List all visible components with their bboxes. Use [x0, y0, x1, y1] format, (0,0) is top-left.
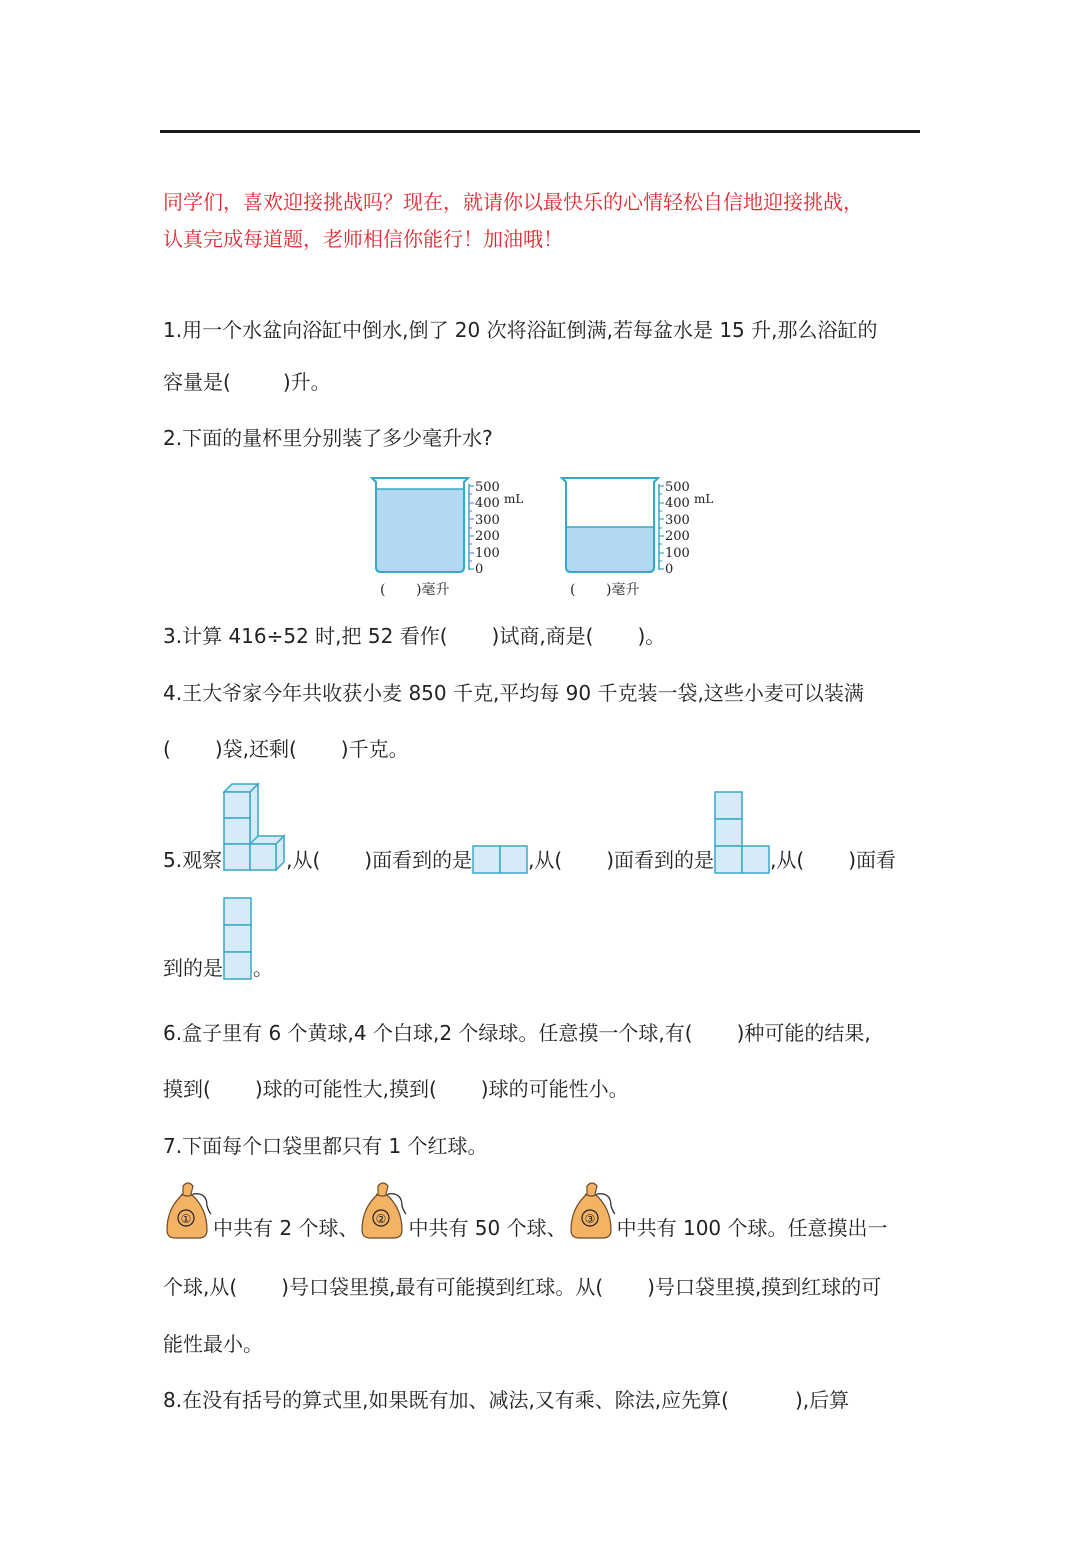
view-column-icon [223, 896, 253, 982]
svg-text:400: 400 [665, 496, 690, 511]
q6-text-d: )球的可能性大,摸到( [254, 1077, 437, 1101]
svg-text:100: 100 [475, 546, 500, 561]
q4-text-a: ( [163, 737, 171, 761]
q5-text-g: )面看 [848, 848, 897, 872]
intro-line-2: 认真完成每道题，老师相信你能行！加油哦！ [163, 227, 563, 251]
q1-text-b: )升。 [282, 370, 331, 394]
q7-bag-1-text: 中共有 2 个球、 [213, 1216, 359, 1240]
svg-text:200: 200 [665, 529, 690, 544]
header-rule [160, 130, 920, 133]
q5-text-d: ,从( [528, 848, 563, 872]
measuring-cups-figure [368, 470, 728, 600]
q6-line-1 [163, 1019, 871, 1047]
svg-text:500: 500 [475, 480, 500, 495]
bag-1-icon [163, 1178, 213, 1242]
svg-text:400: 400 [475, 496, 500, 511]
q5-line-2 [163, 896, 273, 982]
q7-line-bags [163, 1178, 888, 1242]
svg-text:300: 300 [475, 513, 500, 528]
q7-text-b: )号口袋里摸,最有可能摸到红球。从( [281, 1275, 604, 1299]
view-two-squares-icon [472, 844, 528, 874]
q3-line [163, 622, 665, 650]
q2-text: 2.下面的量杯里分别装了多少毫升水? [163, 426, 493, 450]
q5-text-f: ,从( [770, 848, 805, 872]
q5-line-1 [163, 780, 896, 874]
q5-text-i: 。 [253, 956, 273, 980]
q3-text-b: )试商,商是( [491, 624, 594, 648]
svg-text:)毫升: )毫升 [416, 582, 450, 598]
q4-text-b: )袋,还剩( [214, 737, 297, 761]
svg-text:①: ① [180, 1212, 192, 1226]
q7-bag-2-text: 中共有 50 个球、 [408, 1216, 567, 1240]
svg-text:mL: mL [694, 492, 714, 506]
q6-text-a: 6.盒子里有 6 个黄球,4 个白球,2 个绿球。任意摸一个球,有( [163, 1021, 693, 1045]
svg-text:300: 300 [665, 513, 690, 528]
svg-text:100: 100 [665, 546, 690, 561]
intro-text [163, 184, 933, 258]
q4-text-c: )千克。 [340, 737, 409, 761]
q1-line-1: 1.用一个水盆向浴缸中倒水,倒了 20 次将浴缸倒满,若每盆水是 15 升,那么浴缸的 [163, 318, 878, 342]
q7-line-3: 能性最小。 [163, 1332, 263, 1356]
svg-text:)毫升: )毫升 [606, 582, 640, 598]
svg-text:(: ( [570, 582, 576, 598]
svg-text:200: 200 [475, 529, 500, 544]
q7-text: 7.下面每个口袋里都只有 1 个红球。 [163, 1134, 488, 1158]
intro-line-1: 同学们，喜欢迎接挑战吗？现在，就请你以最快乐的心情轻松自信地迎接挑战， [163, 190, 863, 214]
q8-text-a: 8.在没有括号的算式里,如果既有加、减法,又有乘、除法,应先算( [163, 1388, 729, 1412]
q7-text-a: 个球,从( [163, 1275, 238, 1299]
svg-text:(: ( [380, 582, 386, 598]
q3-text-c: )。 [637, 624, 666, 648]
q7-line-2 [163, 1273, 881, 1301]
q1-line-2 [163, 368, 331, 396]
cube-stack-3d-icon [222, 780, 286, 874]
q2-beakers [368, 470, 728, 604]
svg-text:②: ② [376, 1212, 387, 1226]
beaker-1 [372, 478, 523, 598]
q6-line-2 [163, 1075, 629, 1103]
q5-text-h: 到的是 [163, 956, 223, 980]
q7-bag-3-text: 中共有 100 个球。任意摸出一 [616, 1216, 888, 1240]
q4-line-2 [163, 735, 409, 763]
beaker-2 [562, 478, 713, 598]
q5-text-c: )面看到的是 [364, 848, 473, 872]
q6-text-e: )球的可能性小。 [480, 1077, 629, 1101]
bag-3-icon [567, 1178, 617, 1242]
q7-text-c: )号口袋里摸,摸到红球的可 [647, 1275, 882, 1299]
svg-text:③: ③ [584, 1212, 596, 1226]
q6-text-c: 摸到( [163, 1077, 211, 1101]
svg-text:0: 0 [665, 562, 674, 577]
q5-text-e: )面看到的是 [606, 848, 715, 872]
q1-text-a: 容量是( [163, 370, 231, 394]
svg-text:500: 500 [665, 480, 690, 495]
view-l-shape-icon [714, 790, 770, 874]
q6-text-b: )种可能的结果, [736, 1021, 871, 1045]
svg-text:mL: mL [504, 492, 524, 506]
svg-text:0: 0 [475, 562, 484, 577]
q3-text-a: 3.计算 416÷52 时,把 52 看作( [163, 624, 448, 648]
q4-line-1: 4.王大爷家今年共收获小麦 850 千克,平均每 90 千克装一袋,这些小麦可以装满 [163, 681, 864, 705]
q8-text-b: ),后算 [794, 1388, 850, 1412]
bag-2-icon [358, 1178, 408, 1242]
q5-text-b: ,从( [286, 848, 321, 872]
q8-line [163, 1386, 849, 1414]
q5-text-a: 5.观察 [163, 848, 223, 872]
